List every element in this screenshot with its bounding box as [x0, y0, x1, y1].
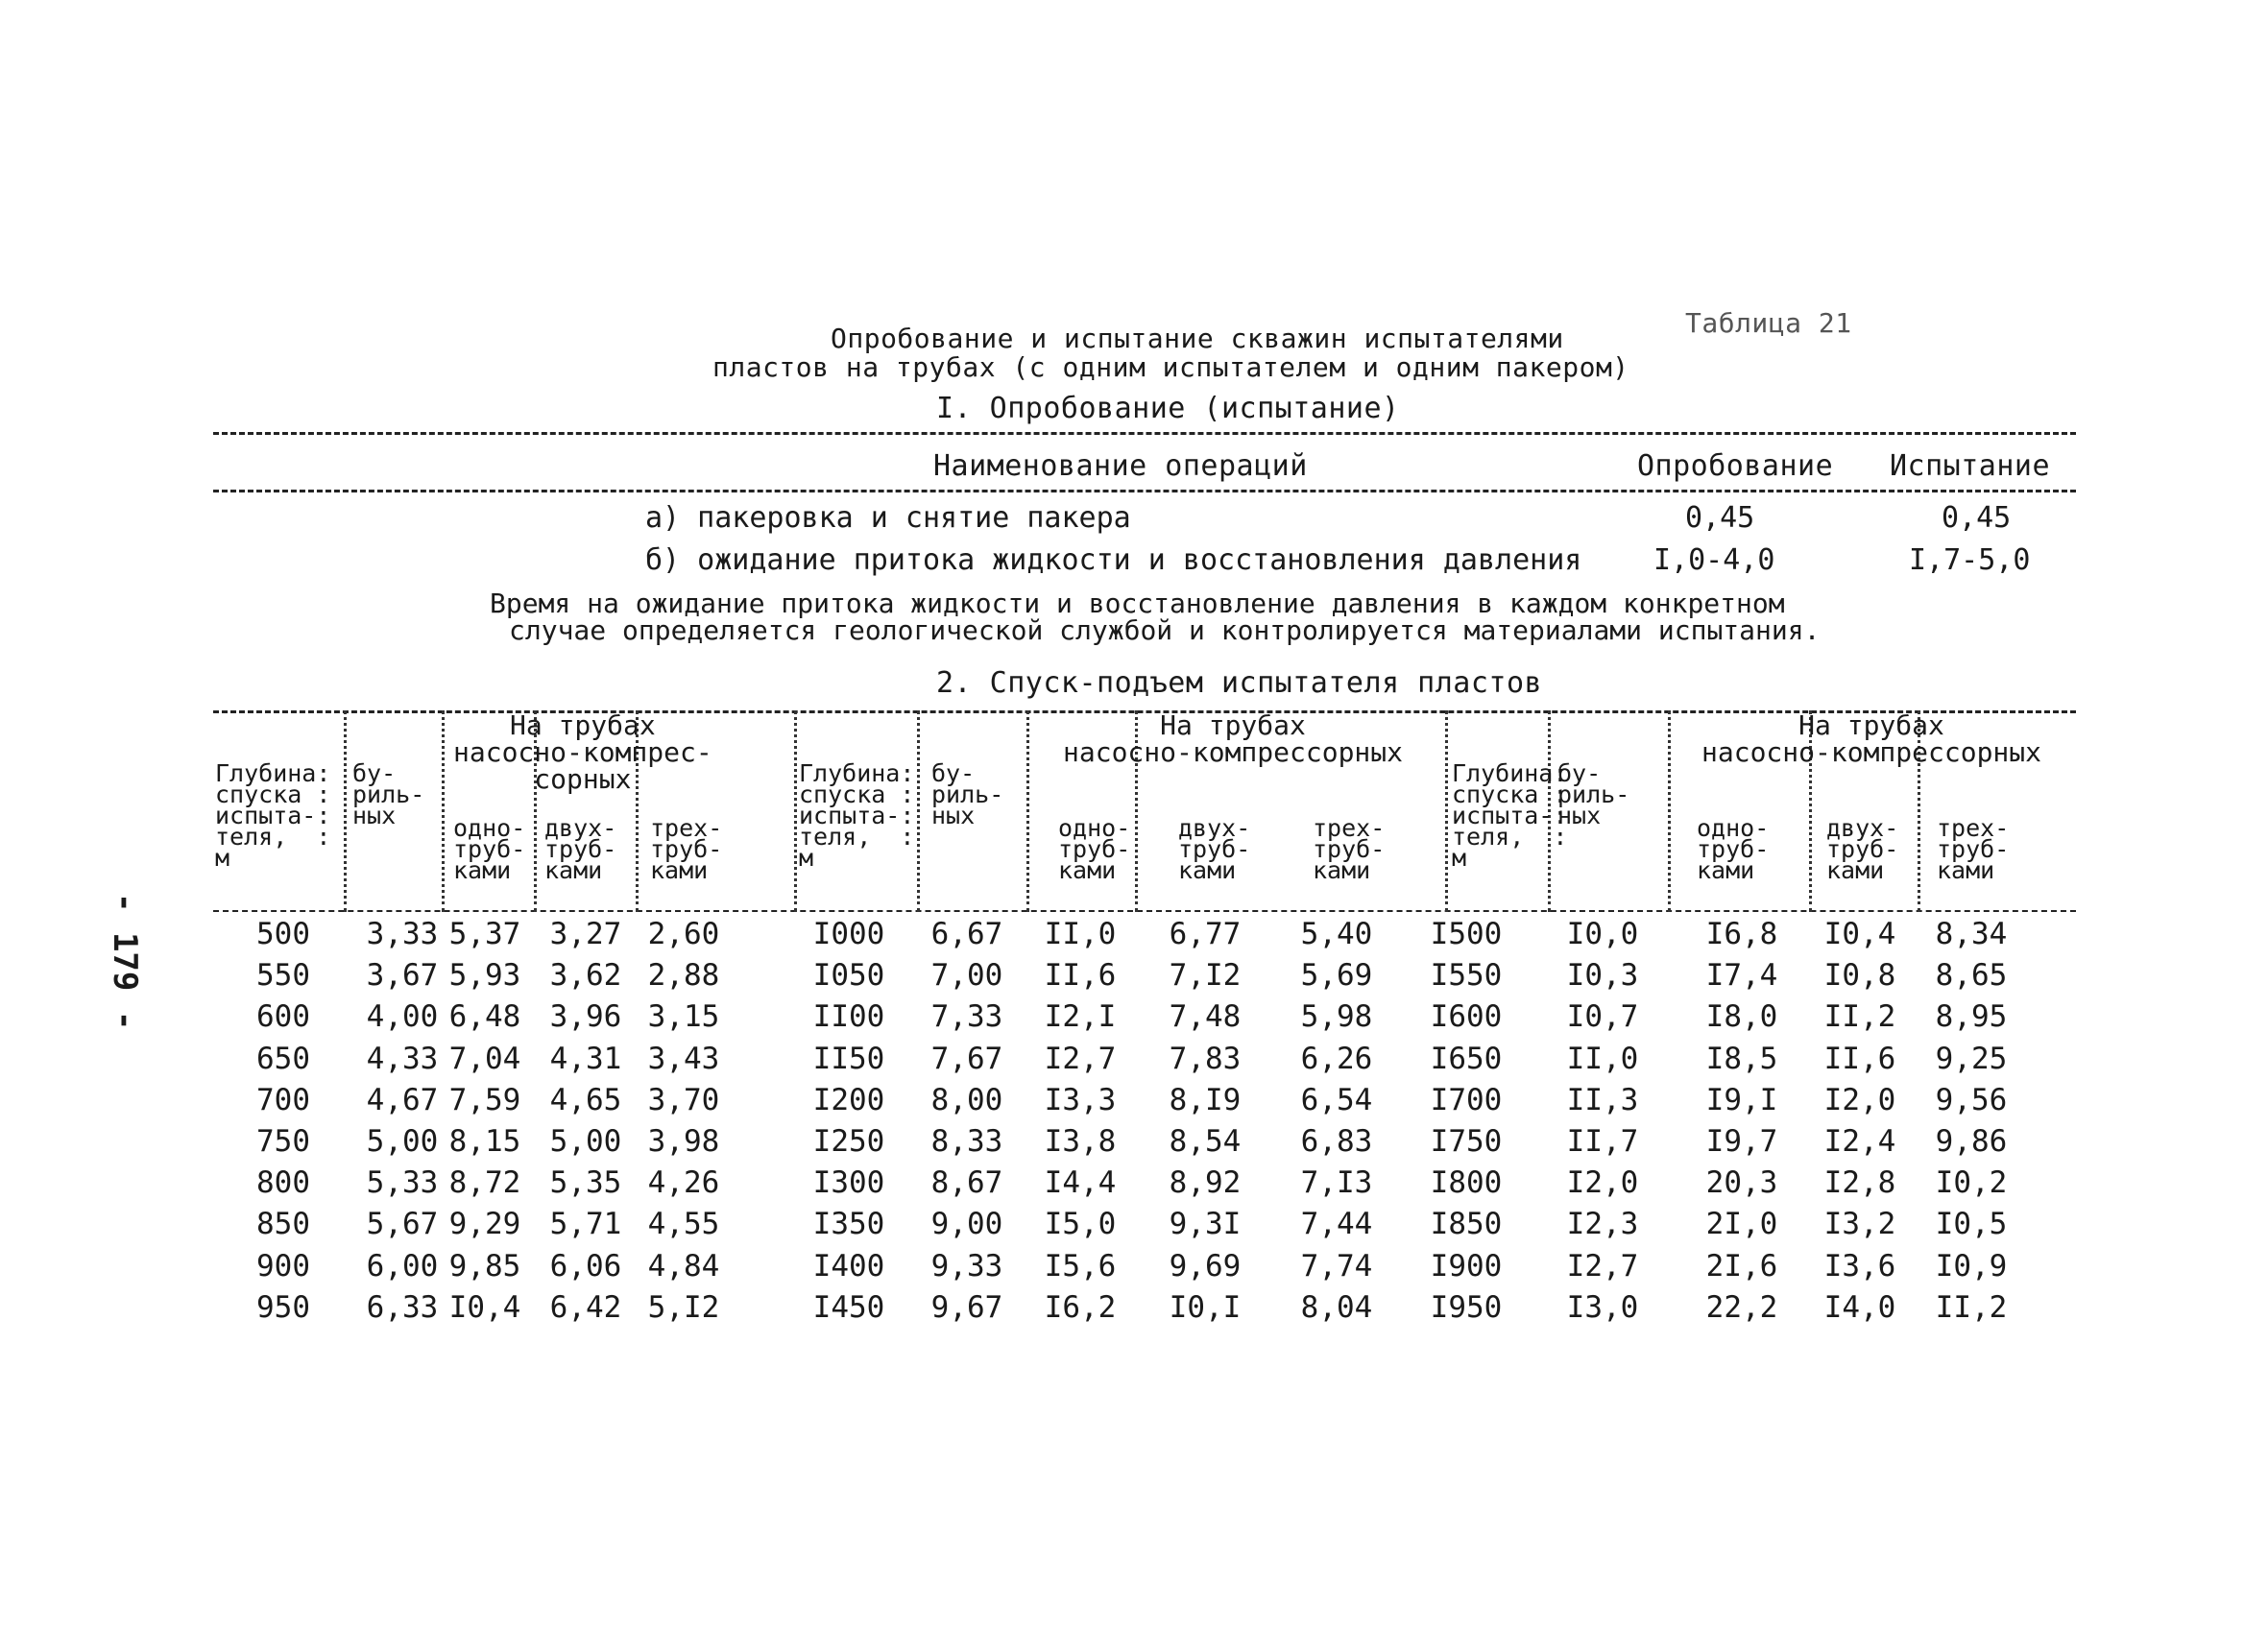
time-cell: 6,67 [930, 917, 1003, 951]
triple-pipe-header: трех- труб- ками [1937, 814, 2010, 884]
time-cell: 5,98 [1300, 999, 1373, 1035]
time-cell: 4,55 [647, 1207, 720, 1242]
depth-cell: I550 [1430, 958, 1503, 994]
drill-pipe-header: бу- риль- ных [352, 759, 425, 829]
pump-compressor-group-header: На трубах насосно-компрессорных [1701, 709, 2042, 768]
time-cell: 20,3 [1705, 1165, 1778, 1201]
depth-cell: I250 [812, 1124, 885, 1159]
table-row [213, 1165, 2076, 1207]
time-cell: I0,0 [1566, 917, 1639, 951]
rule [213, 490, 2076, 492]
time-cell: 5,37 [448, 917, 521, 951]
operation-testing: I,7-5,0 [1909, 543, 2031, 577]
depth-cell: I650 [1430, 1041, 1503, 1076]
depth-cell: I200 [812, 1082, 885, 1117]
time-cell: 9,67 [930, 1289, 1003, 1325]
table-label: Таблица 21 [1685, 307, 1852, 339]
depth-cell: I900 [1430, 1248, 1503, 1284]
depth-cell: 800 [256, 1165, 310, 1201]
table-row [213, 1290, 2076, 1332]
time-cell: 4,31 [549, 1041, 622, 1076]
table-row [213, 917, 2076, 958]
column-separator [344, 710, 347, 912]
time-cell: I4,0 [1823, 1289, 1896, 1325]
time-cell: 9,29 [448, 1207, 521, 1242]
time-cell: II,0 [1044, 917, 1117, 951]
time-cell: 2I,0 [1705, 1207, 1778, 1242]
double-pipe-header: двух- труб- ками [1178, 814, 1251, 884]
time-cell: 4,00 [366, 999, 439, 1035]
title-line-1: Опробование и испытание скважин испытателями [831, 323, 1564, 354]
time-cell: I8,5 [1705, 1041, 1778, 1076]
time-cell: 8,72 [448, 1165, 521, 1201]
table-row [213, 1207, 2076, 1248]
depth-cell: 550 [256, 958, 310, 994]
depth-header: Глубина: спуска : испыта-: теля, : м [1452, 759, 1568, 872]
time-cell: 7,48 [1169, 999, 1242, 1035]
time-cell: I0,4 [448, 1289, 521, 1325]
time-cell: 3,70 [647, 1082, 720, 1117]
time-cell: I8,0 [1705, 999, 1778, 1035]
time-cell: I5,6 [1044, 1248, 1117, 1284]
time-cell: 9,00 [930, 1207, 1003, 1242]
depth-cell: I300 [812, 1165, 885, 1201]
time-cell: 3,96 [549, 999, 622, 1035]
depth-cell: I850 [1430, 1207, 1503, 1242]
depth-header: Глубина: спуска : испыта-: теля, : м [215, 759, 331, 872]
time-cell: I4,4 [1044, 1165, 1117, 1201]
table-row [213, 1124, 2076, 1165]
time-cell: I2,0 [1823, 1082, 1896, 1117]
time-cell: I2,3 [1566, 1207, 1639, 1242]
depth-cell: I750 [1430, 1124, 1503, 1159]
depth-cell: I800 [1430, 1165, 1503, 1201]
time-cell: 9,69 [1169, 1248, 1242, 1284]
time-cell: 6,83 [1300, 1124, 1373, 1159]
operation-testing: 0,45 [1942, 501, 2012, 535]
operation-sampling: 0,45 [1685, 501, 1755, 535]
time-cell: 8,54 [1169, 1124, 1242, 1159]
time-cell: 6,77 [1169, 917, 1242, 951]
title-line-2: пластов на трубах (с одним испытателем и одним пакером) [712, 351, 1629, 383]
time-cell: I0,8 [1823, 958, 1896, 994]
time-cell: 5,35 [549, 1165, 622, 1201]
depth-cell: I450 [812, 1289, 885, 1325]
time-cell: 6,54 [1300, 1082, 1373, 1117]
depth-cell: I600 [1430, 999, 1503, 1035]
time-cell: 9,33 [930, 1248, 1003, 1284]
time-cell: 7,00 [930, 958, 1003, 994]
depth-header: Глубина: спуска : испыта-: теля, : м [799, 759, 915, 872]
note-line-1: Время на ожидание притока жидкости и восстановление давления в каждом конкретном [490, 588, 1785, 619]
time-cell: 9,85 [448, 1248, 521, 1284]
time-cell: 6,26 [1300, 1041, 1373, 1076]
note-line-2: случае определяется геологической службой и контролируется материалами испытания. [509, 614, 1821, 646]
time-cell: 9,86 [1935, 1124, 2008, 1159]
table-row [213, 999, 2076, 1041]
time-cell: 5,69 [1300, 958, 1373, 994]
time-cell: 7,04 [448, 1041, 521, 1076]
operation-name: а) пакеровка и снятие пакера [645, 501, 1131, 535]
time-cell: I9,7 [1705, 1124, 1778, 1159]
column-separator [1445, 710, 1448, 912]
time-cell: 8,33 [930, 1124, 1003, 1159]
time-cell: 6,06 [549, 1248, 622, 1284]
time-cell: I9,I [1705, 1082, 1778, 1117]
time-cell: I0,I [1169, 1289, 1242, 1325]
time-cell: 7,83 [1169, 1041, 1242, 1076]
time-cell: 6,33 [366, 1289, 439, 1325]
time-cell: I3,6 [1823, 1248, 1896, 1284]
operation-sampling: I,0-4,0 [1653, 543, 1775, 577]
time-cell: 5,67 [366, 1207, 439, 1242]
page-number: - 179 - [106, 893, 144, 1031]
time-cell: 3,43 [647, 1041, 720, 1076]
time-cell: 5,71 [549, 1207, 622, 1242]
time-cell: II,6 [1823, 1041, 1896, 1076]
single-pipe-header: одно- труб- ками [1697, 814, 1770, 884]
time-cell: 8,34 [1935, 917, 2008, 951]
depth-cell: 700 [256, 1082, 310, 1117]
time-cell: 8,00 [930, 1082, 1003, 1117]
time-cell: I0,4 [1823, 917, 1896, 951]
time-cell: I0,5 [1935, 1207, 2008, 1242]
section2-heading: 2. Спуск-подъем испытателя пластов [936, 666, 1543, 700]
time-cell: 3,98 [647, 1124, 720, 1159]
time-cell: 5,00 [549, 1124, 622, 1159]
column-separator [442, 710, 445, 912]
time-cell: 7,33 [930, 999, 1003, 1035]
double-pipe-header: двух- труб- ками [544, 814, 617, 884]
time-cell: I7,4 [1705, 958, 1778, 994]
time-cell: 7,44 [1300, 1207, 1373, 1242]
time-cell: II,0 [1566, 1041, 1639, 1076]
time-cell: 3,62 [549, 958, 622, 994]
time-cell: I2,0 [1566, 1165, 1639, 1201]
time-cell: I2,7 [1566, 1248, 1639, 1284]
rule [213, 432, 2076, 435]
time-cell: 7,I2 [1169, 958, 1242, 994]
time-cell: I6,2 [1044, 1289, 1117, 1325]
time-cell: 8,95 [1935, 999, 2008, 1035]
depth-cell: 950 [256, 1289, 310, 1325]
time-cell: 6,00 [366, 1248, 439, 1284]
depth-cell: II50 [812, 1041, 885, 1076]
time-cell: II,7 [1566, 1124, 1639, 1159]
depth-cell: 600 [256, 999, 310, 1035]
time-cell: 4,84 [647, 1248, 720, 1284]
operation-name: б) ожидание притока жидкости и восстановления давления [645, 543, 1582, 577]
time-cell: 8,67 [930, 1165, 1003, 1201]
pump-compressor-group-header: На трубах насосно-компрес- сорных [453, 709, 712, 795]
time-cell: II,6 [1044, 958, 1117, 994]
double-pipe-header: двух- труб- ками [1826, 814, 1899, 884]
time-cell: 8,92 [1169, 1165, 1242, 1201]
time-cell: 5,93 [448, 958, 521, 994]
time-cell: 2,60 [647, 917, 720, 951]
time-cell: 4,65 [549, 1082, 622, 1117]
time-cell: I3,0 [1566, 1289, 1639, 1325]
time-cell: II,2 [1935, 1289, 2008, 1325]
table-row [213, 1042, 2076, 1083]
depth-cell: I350 [812, 1207, 885, 1242]
time-cell: 4,33 [366, 1041, 439, 1076]
time-cell: 8,65 [1935, 958, 2008, 994]
depth-cell: I000 [812, 917, 885, 951]
time-cell: 7,67 [930, 1041, 1003, 1076]
time-cell: 2,88 [647, 958, 720, 994]
section1-heading: I. Опробование (испытание) [936, 392, 1400, 425]
time-cell: I5,0 [1044, 1207, 1117, 1242]
depth-cell: I050 [812, 958, 885, 994]
time-cell: 7,59 [448, 1082, 521, 1117]
depth-cell: I400 [812, 1248, 885, 1284]
time-cell: 7,I3 [1300, 1165, 1373, 1201]
time-cell: 22,2 [1705, 1289, 1778, 1325]
time-cell: 3,15 [647, 999, 720, 1035]
time-cell: I2,7 [1044, 1041, 1117, 1076]
time-cell: 7,74 [1300, 1248, 1373, 1284]
time-cell: I0,2 [1935, 1165, 2008, 1201]
depth-cell: 850 [256, 1207, 310, 1242]
depth-cell: 650 [256, 1041, 310, 1076]
single-pipe-header: одно- труб- ками [453, 814, 526, 884]
time-cell: I6,8 [1705, 917, 1778, 951]
time-cell: 4,26 [647, 1165, 720, 1201]
time-cell: I3,2 [1823, 1207, 1896, 1242]
column-separator [1026, 710, 1029, 912]
column-separator [1668, 710, 1671, 912]
time-cell: I2,8 [1823, 1165, 1896, 1201]
time-cell: II,2 [1823, 999, 1896, 1035]
time-cell: 4,67 [366, 1082, 439, 1117]
time-cell: I2,I [1044, 999, 1117, 1035]
time-cell: 9,3I [1169, 1207, 1242, 1242]
drill-pipe-header: бу- риль- ных [931, 759, 1004, 829]
time-cell: 8,04 [1300, 1289, 1373, 1325]
time-cell: 5,33 [366, 1165, 439, 1201]
time-cell: II,3 [1566, 1082, 1639, 1117]
depth-cell: II00 [812, 999, 885, 1035]
col-testing-header: Испытание [1890, 449, 2051, 483]
depth-cell: I950 [1430, 1289, 1503, 1325]
time-cell: 2I,6 [1705, 1248, 1778, 1284]
depth-cell: 900 [256, 1248, 310, 1284]
drill-pipe-header: бу- риль- ных [1557, 759, 1630, 829]
table-row [213, 1249, 2076, 1290]
time-cell: 6,48 [448, 999, 521, 1035]
time-cell: 9,56 [1935, 1082, 2008, 1117]
time-cell: 8,15 [448, 1124, 521, 1159]
single-pipe-header: одно- труб- ками [1058, 814, 1131, 884]
depth-cell: I500 [1430, 917, 1503, 951]
time-cell: 3,27 [549, 917, 622, 951]
time-cell: I2,4 [1823, 1124, 1896, 1159]
table-row [213, 958, 2076, 999]
time-cell: 5,00 [366, 1124, 439, 1159]
column-separator [794, 710, 797, 912]
triple-pipe-header: трех- труб- ками [650, 814, 723, 884]
time-cell: 8,I9 [1169, 1082, 1242, 1117]
table-row [213, 1083, 2076, 1124]
time-cell: I0,7 [1566, 999, 1639, 1035]
time-cell: 6,42 [549, 1289, 622, 1325]
col-operation-header: Наименование операций [933, 449, 1308, 483]
time-cell: I3,8 [1044, 1124, 1117, 1159]
time-cell: I3,3 [1044, 1082, 1117, 1117]
time-cell: 3,67 [366, 958, 439, 994]
time-cell: I0,3 [1566, 958, 1639, 994]
depth-cell: I700 [1430, 1082, 1503, 1117]
time-cell: 5,40 [1300, 917, 1373, 951]
depth-cell: 750 [256, 1124, 310, 1159]
time-cell: 9,25 [1935, 1041, 2008, 1076]
time-cell: 3,33 [366, 917, 439, 951]
column-separator [917, 710, 920, 912]
time-cell: 5,I2 [647, 1289, 720, 1325]
pump-compressor-group-header: На трубах насосно-компрессорных [1063, 709, 1404, 768]
depth-cell: 500 [256, 917, 310, 951]
rule [213, 910, 2076, 912]
triple-pipe-header: трех- труб- ками [1313, 814, 1386, 884]
time-cell: I0,9 [1935, 1248, 2008, 1284]
col-sampling-header: Опробование [1637, 449, 1834, 483]
